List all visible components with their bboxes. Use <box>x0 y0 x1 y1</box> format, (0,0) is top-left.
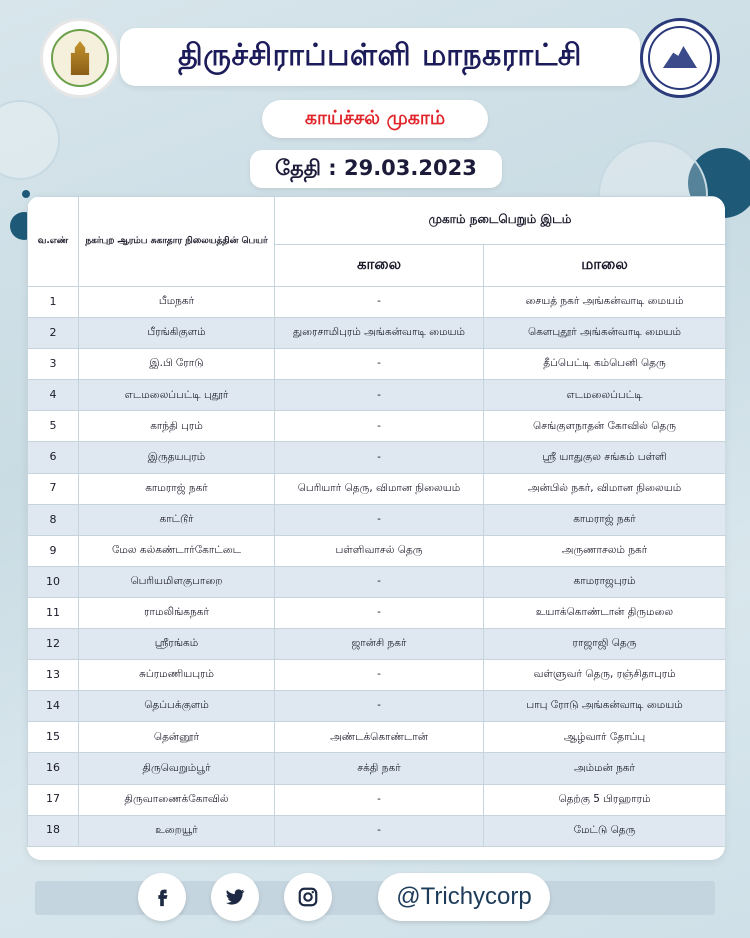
cell-morning-venue: - <box>275 784 484 815</box>
cell-serial-number: 6 <box>28 442 79 473</box>
decor-dot <box>22 190 30 198</box>
cell-evening-venue: ராஜாஜி தெரு <box>484 629 726 660</box>
header-morning: காலை <box>275 244 484 286</box>
cell-health-centre: மேல கல்கண்டார்கோட்டை <box>79 535 275 566</box>
cell-health-centre: காந்தி புரம் <box>79 411 275 442</box>
table-row <box>28 504 726 535</box>
cell-health-centre: ராமலிங்கநகர் <box>79 597 275 628</box>
cell-evening-venue: அன்பில் நகர், விமான நிலையம் <box>484 473 726 504</box>
table-row <box>28 629 726 660</box>
title-banner <box>120 28 640 86</box>
camp-schedule-card <box>27 196 725 860</box>
cell-morning-venue: - <box>275 504 484 535</box>
cell-serial-number: 10 <box>28 566 79 597</box>
cell-evening-venue: தீப்பெட்டி கம்பெனி தெரு <box>484 349 726 380</box>
cell-health-centre: காட்டூர் <box>79 504 275 535</box>
cell-morning-venue: - <box>275 349 484 380</box>
cell-evening-venue: அம்மன் நகர் <box>484 753 726 784</box>
temple-icon <box>51 29 109 87</box>
cell-serial-number: 8 <box>28 504 79 535</box>
table-row <box>28 815 726 846</box>
header-evening: மாலை <box>484 244 726 286</box>
cell-serial-number: 15 <box>28 722 79 753</box>
social-handle-link[interactable] <box>378 873 550 921</box>
date-pill <box>250 150 502 188</box>
cell-health-centre: சுப்ரமணியபுரம் <box>79 660 275 691</box>
cell-morning-venue: துரைசாமிபுரம் அங்கன்வாடி மையம் <box>275 318 484 349</box>
cell-serial-number: 9 <box>28 535 79 566</box>
page-subtitle: காய்ச்சல் முகாம் <box>304 106 446 129</box>
cell-health-centre: திருவெறும்பூர் <box>79 753 275 784</box>
cell-evening-venue: மேட்டு தெரு <box>484 815 726 846</box>
cell-evening-venue: அருணாசலம் நகர் <box>484 535 726 566</box>
cell-morning-venue: ஜான்சி நகர் <box>275 629 484 660</box>
header-serial-number: வ.எண் <box>28 197 79 287</box>
cell-morning-venue: அண்டக்கொண்டான் <box>275 722 484 753</box>
cell-serial-number: 4 <box>28 380 79 411</box>
cell-evening-venue: கௌபுதூர் அங்கன்வாடி மையம் <box>484 318 726 349</box>
cell-evening-venue: பாபு ரோடு அங்கன்வாடி மையம் <box>484 691 726 722</box>
cell-serial-number: 17 <box>28 784 79 815</box>
table-row <box>28 784 726 815</box>
cell-serial-number: 1 <box>28 287 79 318</box>
tamilnadu-emblem-logo <box>40 18 120 98</box>
cell-health-centre: உறையூர் <box>79 815 275 846</box>
table-row <box>28 535 726 566</box>
cell-morning-venue: சக்தி நகர் <box>275 753 484 784</box>
cell-serial-number: 11 <box>28 597 79 628</box>
social-handle-text: @Trichycorp <box>396 883 532 910</box>
table-row <box>28 722 726 753</box>
cell-health-centre: பெரியமிளகுபாறை <box>79 566 275 597</box>
cell-evening-venue: உயாக்கொண்டான் திருமலை <box>484 597 726 628</box>
facebook-icon[interactable] <box>138 873 186 921</box>
cell-serial-number: 7 <box>28 473 79 504</box>
cell-morning-venue: - <box>275 597 484 628</box>
cell-health-centre: காமராஜ் நகர் <box>79 473 275 504</box>
cell-evening-venue: தெற்கு 5 பிரஹாரம் <box>484 784 726 815</box>
table-row <box>28 566 726 597</box>
cell-evening-venue: வள்ளுவர் தெரு, ரஞ்சிதாபுரம் <box>484 660 726 691</box>
cell-health-centre: தெப்பக்குளம் <box>79 691 275 722</box>
cell-evening-venue: ஆழ்வார் தோப்பு <box>484 722 726 753</box>
cell-serial-number: 18 <box>28 815 79 846</box>
cell-morning-venue: - <box>275 566 484 597</box>
cell-morning-venue: - <box>275 411 484 442</box>
cell-morning-venue: - <box>275 380 484 411</box>
cell-serial-number: 16 <box>28 753 79 784</box>
cell-morning-venue: - <box>275 815 484 846</box>
table-row <box>28 411 726 442</box>
cell-health-centre: எடமலைப்பட்டி புதூர் <box>79 380 275 411</box>
cell-evening-venue: ஸ்ரீ யாதுகுல சங்கம் பள்ளி <box>484 442 726 473</box>
twitter-icon[interactable] <box>211 873 259 921</box>
cell-serial-number: 3 <box>28 349 79 380</box>
cell-morning-venue: பெரியார் தெரு, விமான நிலையம் <box>275 473 484 504</box>
table-row <box>28 442 726 473</box>
camp-schedule-table <box>27 196 725 847</box>
footer-bar <box>35 881 715 915</box>
cell-health-centre: ஸ்ரீரங்கம் <box>79 629 275 660</box>
cell-morning-venue: பள்ளிவாசல் தெரு <box>275 535 484 566</box>
cell-serial-number: 14 <box>28 691 79 722</box>
table-row <box>28 349 726 380</box>
cell-morning-venue: - <box>275 442 484 473</box>
cell-health-centre: பீமநகர் <box>79 287 275 318</box>
cell-serial-number: 2 <box>28 318 79 349</box>
cell-serial-number: 5 <box>28 411 79 442</box>
cell-evening-venue: செங்குளநாதன் கோவில் தெரு <box>484 411 726 442</box>
decor-ring <box>0 100 60 180</box>
cell-health-centre: பீரங்கிகுளம் <box>79 318 275 349</box>
cell-morning-venue: - <box>275 691 484 722</box>
table-row <box>28 660 726 691</box>
cell-serial-number: 12 <box>28 629 79 660</box>
table-row <box>28 287 726 318</box>
cell-health-centre: தென்னூர் <box>79 722 275 753</box>
cell-evening-venue: எடமலைப்பட்டி <box>484 380 726 411</box>
table-row <box>28 380 726 411</box>
table-row <box>28 318 726 349</box>
table-body <box>28 287 726 847</box>
header-camp-venue: முகாம் நடைபெறும் இடம் <box>275 197 726 245</box>
city-corporation-logo <box>640 18 720 98</box>
table-row <box>28 473 726 504</box>
header-health-centre-name: நகர்புற ஆரம்ப சுகாதார நிலையத்தின் பெயர் <box>79 197 275 287</box>
cell-health-centre: இ.பி ரோடு <box>79 349 275 380</box>
cell-evening-venue: காமராஜ் நகர் <box>484 504 726 535</box>
table-row <box>28 691 726 722</box>
subtitle-pill <box>262 100 488 138</box>
instagram-icon[interactable] <box>284 873 332 921</box>
cell-morning-venue: - <box>275 660 484 691</box>
cell-serial-number: 13 <box>28 660 79 691</box>
cell-health-centre: இருதயபுரம் <box>79 442 275 473</box>
table-row <box>28 753 726 784</box>
table-row <box>28 597 726 628</box>
page-title: திருச்சிராப்பள்ளி மாநகராட்சி <box>178 37 582 73</box>
date-label: தேதி : 29.03.2023 <box>275 155 477 180</box>
cell-evening-venue: சையத் நகர் அங்கன்வாடி மையம் <box>484 287 726 318</box>
cell-morning-venue: - <box>275 287 484 318</box>
rock-fort-icon <box>648 26 712 90</box>
cell-evening-venue: காமராஜபுரம் <box>484 566 726 597</box>
cell-health-centre: திருவாணைக்கோவில் <box>79 784 275 815</box>
